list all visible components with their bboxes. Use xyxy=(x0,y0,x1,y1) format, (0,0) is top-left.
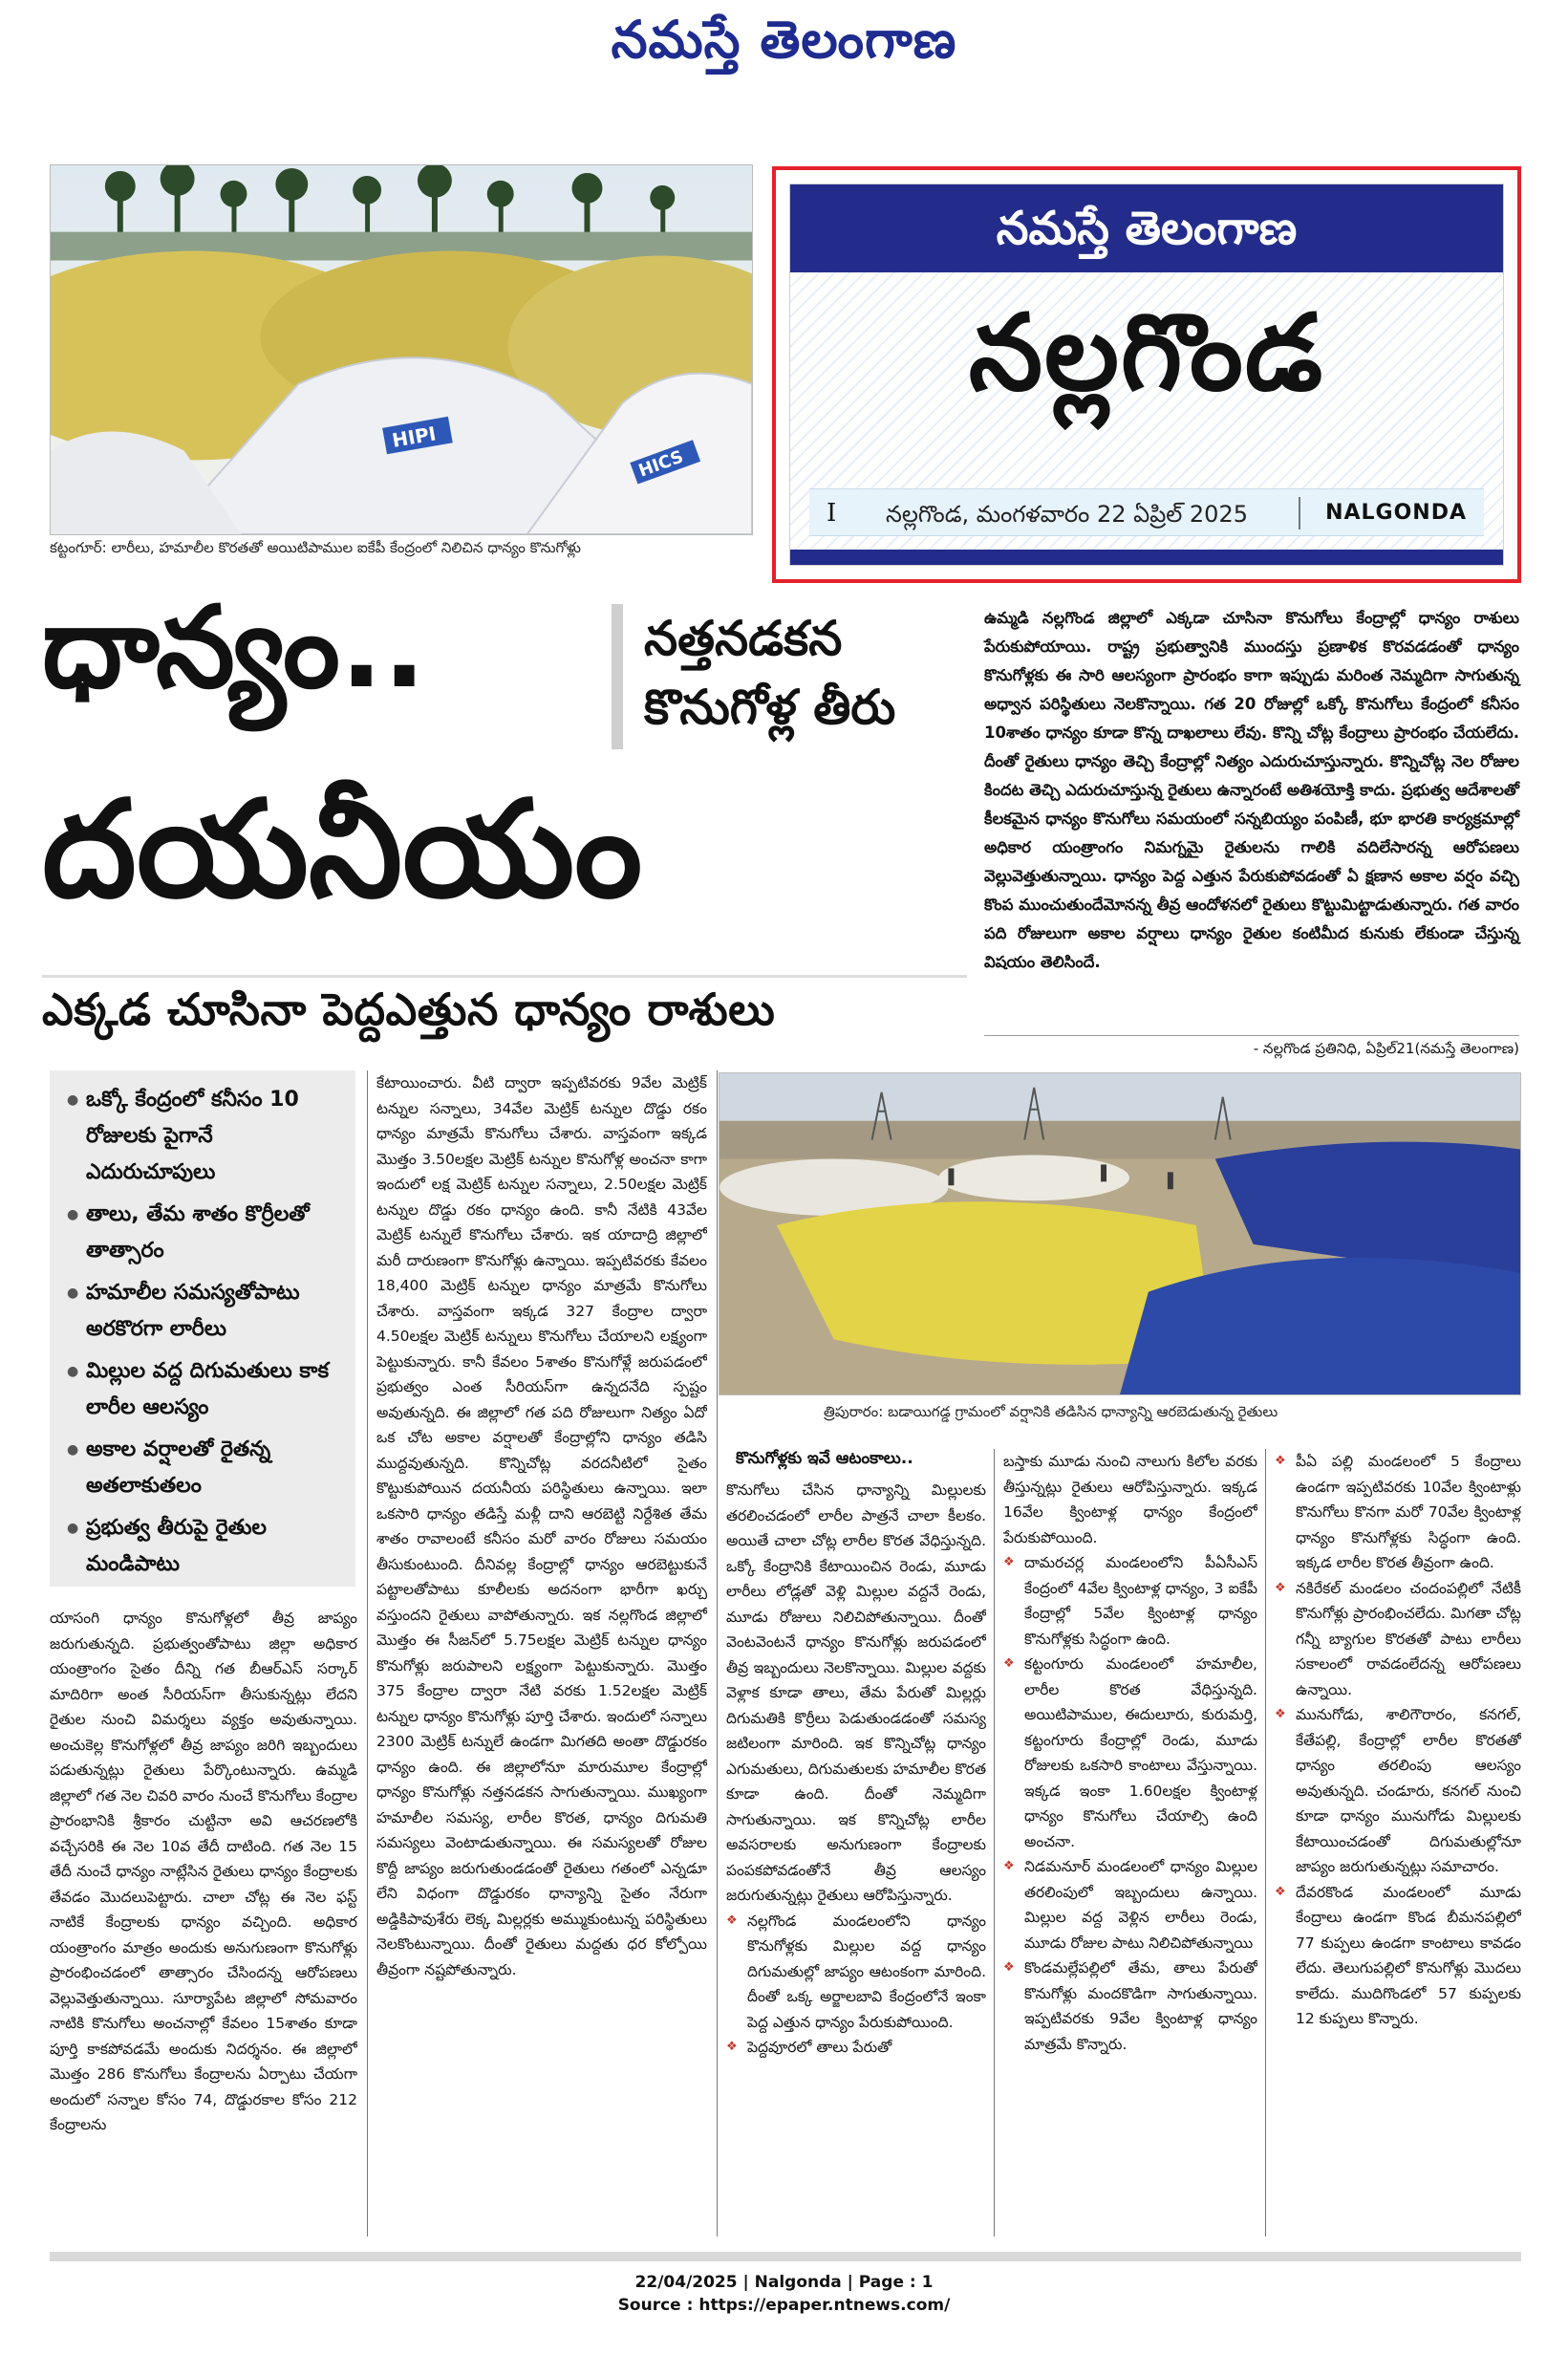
bullet-paragraph: ❖ దేవరకొండ మండలంలో మూడు కేంద్రాలు ఉండగా కొండ బీమనపల్లిలో 77 కుప్పలు ఉండగా కాంటాలు కావడం లేదు. తెలుగుపల్లిలో కొనుగోళ్లు మొదలు కాలేదు. ముదిగొండలో 57 కుప్పలకు 12 కుప్పలు కొన్నారు. xyxy=(1275,1880,1521,2032)
body-column-4 xyxy=(1003,1449,1257,2236)
intro-divider xyxy=(984,1035,1519,1036)
intro-credit: - నల్లగొండ ప్రతినిధి, ఏప్రిల్21(నమస్తే తెలంగాణ) xyxy=(1253,1040,1519,1057)
column-rule xyxy=(717,1070,718,2236)
bullet-paragraph: ❖ కొండమల్లేపల్లిలో తేమ, తాలు పేరుతో కొనుగోళ్లు మందకొడిగా సాగుతున్నాయి. ఇప్పటివరకు 9వేల క్వింటాళ్ల ధాన్యం మాత్రమే కొన్నారు. xyxy=(1003,1955,1257,2057)
grain-heaps-illustration xyxy=(51,165,752,534)
edition-date-line: నల్లగొండ, మంగళవారం 22 ఏప్రిల్ 2025 xyxy=(886,501,1248,528)
edition-city-telugu: నల్లగొండ xyxy=(968,292,1325,414)
edition-paper-name: నమస్తే తెలంగాణ xyxy=(790,184,1503,272)
bag-label-hics: HICS xyxy=(635,446,687,482)
edition-city-english: NALGONDA xyxy=(1325,501,1467,525)
strapline: ఎక్కడ చూసినా పెద్దఎత్తున ధాన్యం రాశులు xyxy=(42,975,967,1047)
bullet-paragraph: ❖ నిడమనూర్ మండలంలో ధాన్యం మిల్లుల తరలింపులో ఇబ్బందులు ఉన్నాయి. మిల్లుల వద్ద వెళ్లిన లారీలు రెండు, మూడు రోజుల పాటు నిలిచిపోతున్నాయి xyxy=(1003,1854,1257,1955)
bullet-paragraph: ❖ మునుగోడు, శాలిగౌరారం, కనగల్, కేతేపల్లి, కేంద్రాల్లో లారీల కొరతతో ధాన్యం తరలింపు ఆలస్యం అవుతున్నది. చండూరు, కనగల్ నుంచి కూడా ధాన్యం మునుగోడు మిల్లులకు కేటాయించడంతో దిగుమతుల్లోనూ జాప్యం జరుగుతున్నట్లు సమాచారం. xyxy=(1275,1702,1521,1880)
edition-banner-inner xyxy=(789,184,1504,566)
photo2-caption: త్రిపురారం: బడాయిగడ్డ గ్రామంలో వర్షానికి తడిసిన ధాన్యాన్ని ఆరబెడుతున్న రైతులు xyxy=(824,1403,1278,1420)
bottom-band xyxy=(50,2252,1521,2261)
edition-bottom-bar xyxy=(790,550,1503,565)
bag-label-hipi: HIPI xyxy=(390,422,439,452)
highlight-item: ● ప్రభుత్వ తీరుపై రైతుల మండిపాటు xyxy=(71,1510,346,1583)
edition-date-strip xyxy=(809,488,1484,536)
footer-page-info: 22/04/2025 | Nalgonda | Page : 1 xyxy=(634,2273,934,2292)
body-column-4-text: బస్తాకు మూడు నుంచి నాలుగు కిలోల వరకు తీస్తున్నట్లు రైతులు ఆరోపిస్తున్నారు. ఇక్కడ 16వేల క్వింటాళ్ల ధాన్యం కేంద్రంలో పేరుకుపోయింది. xyxy=(1003,1453,1257,1546)
headline-line2: దయనీయం xyxy=(42,772,643,928)
photo-farmers-drying-grain xyxy=(719,1072,1521,1395)
intro-text: ఉమ్మడి నల్లగొండ జిల్లాలో ఎక్కడా చూసినా కొనుగోలు కేంద్రాల్లో ధాన్యం రాశులు పేరుకుపోయాయి. రాష్ట్ర ప్రభుత్వానికి ముందస్తు ప్రణాళిక కొరవడడంతో ధాన్యం కొనుగోళ్లకు ఈ సారి ఆలస్యంగా ప్రారంభం కాగా ఇప్పుడు మరింత నెమ్మదిగా సాగుతున్న అధ్వాన పరిస్థితులు నెలకొన్నాయి. గత 20 రోజుల్లో ఒక్కో కొనుగోలు కేంద్రంలో కనీసం 10శాతం ధాన్యం కూడా కొన్న దాఖలాలు లేవు. కొన్ని చోట్ల కేంద్రాలు ప్రారంభం చేయలేదు. దీంతో రైతులు ధాన్యం తెచ్చి కేంద్రాల్లో నిత్యం ఎదురుచూస్తున్నారు. కొన్నిచోట్ల నెల రోజుల కిందట తెచ్చి ఎదురుచూస్తున్న రైతులు ఉన్నారంటే అతిశయోక్తి కాదు. ప్రభుత్వ ఆదేశాలతో కీలకమైన ధాన్యం కొనుగోలు సమయంలో సన్నబియ్యం పంపిణీ, భూ భారతి కార్యక్రమాల్లో అధికార యంత్రాంగం నిమగ్నమై రైతులను గాలికి వదిలేసారన్న ఆరోపణలు వెల్లువెత్తుతున్నాయి. ధాన్యం పెద్ద ఎత్తున పేరుకుపోవడంతో ఏ క్షణాన అకాల వర్షం వచ్చి కొంప ముంచుతుందేమోనన్న తీవ్ర ఆందోళనలో రైతులు కొట్టుమిట్టాడుతున్నారు. గత వారం పది రోజులుగా అకాల వర్షాలు ధాన్యం రైతుల కంటిమీద కునుకు లేకుండా చేస్తున్న విషయం తెలిసిందే. xyxy=(984,609,1519,971)
bullet-paragraph: ❖ దామరచర్ల మండలంలోని పీఏసీఎస్ కేంద్రంలో 4వేల క్వింటాళ్ల ధాన్యం, 3 ఐకేపీ కేంద్రాల్లో 5వేల క్వింటాళ్ల ధాన్యం కొనుగోళ్లకు సిద్ధంగా ఉంది. xyxy=(1003,1550,1257,1652)
headline-line1: ధాన్యం.. xyxy=(42,581,426,713)
edition-volume: I xyxy=(827,499,837,528)
body-column-1-text: యాసంగి ధాన్యం కొనుగోళ్లలో తీవ్ర జాప్యం జరుగుతున్నది. ప్రభుత్వంతోపాటు జిల్లా అధికార యంత్రాంగం సైతం దీన్ని గత బీఆర్ఎస్ సర్కార్ మాదిరిగా అంత సీరియస్‌గా తీసుకున్నట్లు లేదని రైతుల నుంచి విమర్శలు వ్యక్తం అవుతున్నాయి. అంచుకెల్ల కొనుగోళ్లలో తీవ్ర జాప్యం జరిగి ఇబ్బందులు పడుతున్నట్లు రైతులు పేర్కొంటున్నారు. ఉమ్మడి జిల్లాలో గత నెల చివరి వారం నుంచే కొనుగోలు కేంద్రాల ప్రారంభానికి శ్రీకారం చుట్టినా అవి ఆచరణలోకి వచ్చేసరికి ఈ నెల 10వ తేదీ దాటింది. గత నెల 15 తేదీ నుంచే ధాన్యం నాట్లేసిన రైతులు ధాన్యం కేంద్రాలకు తేవడం మొదలుపెట్టారు. చాలా చోట్ల ఈ నెల ఫస్ట్ నాటికే కేంద్రాలకు ధాన్యం వచ్చింది. అధికార యంత్రాంగం మాత్రం అందుకు అనుగుణంగా కొనుగోళ్లు ప్రారంభించడంలో తాత్సారం చేసిందన్న ఆరోపణలు వెల్లువెత్తుతున్నాయి. సూర్యాపేట జిల్లాలో సోమవారం నాటికి కొనుగోలు అంచనాల్లో కేవలం 15శాతం కూడా పూర్తి కాకపోవడమే అందుకు నిదర్శనం. ఈ జిల్లాలో మొత్తం 286 కొనుగోలు కేంద్రాలను ఏర్పాటు చేయగా అందులో సన్నాల కోసం 74, దొడ్డురకాల కోసం 212 కేంద్రాలను xyxy=(50,1610,357,2133)
subheadline-line1: నత్తనడకన xyxy=(644,611,843,666)
bullet-paragraph: ❖ పీఏ పల్లి మండలంలో 5 కేంద్రాలు ఉండగా ఇప్పటివరకు 10వేల క్వింటాళ్లు కొనుగోలు కొనగా మరో 70వేల క్వింటాళ్ల ధాన్యం కొనుగోళ్లకు సిద్ధంగా ఉంది. ఇక్కడ లారీల కొరత తీవ్రంగా ఉంది. xyxy=(1275,1449,1521,1576)
bullet-paragraph: ❖ నల్లగొండ మండలంలోని ధాన్యం కొనుగోళ్లకు మిల్లుల వద్ద ధాన్యం దిగుమతుల్లో జాప్యం ఆటంకంగా మారింది. దీంతో ఒక్క అర్జాలబావి కేంద్రంలోనే ఇంకా పెద్ద ఎత్తున ధాన్యం పేరుకుపోయింది. xyxy=(726,1909,986,2036)
masthead-logo: నమస్తే తెలంగాణ xyxy=(611,10,957,70)
body-column-3 xyxy=(726,1478,986,2236)
drying-grain-illustration xyxy=(720,1073,1520,1394)
bullet-paragraph: ❖ నకిరేకల్ మండలం చందంపల్లిలో నేటికీ కొనుగోళ్లు ప్రారంభించలేదు. మిగతా చోట్ల గన్నీ బ్యాగుల కొరతతో పాటు లారీలు సకాలంలో రావడంలేదన్న ఆరోపణలు ఉన్నాయి. xyxy=(1275,1576,1521,1703)
footer-source-link[interactable]: Source : https://epaper.ntnews.com/ xyxy=(617,2296,951,2315)
column-rule xyxy=(994,1449,995,2236)
body-column-3-text: కొనుగోలు చేసిన ధాన్యాన్ని మిల్లులకు తరలించడంలో లారీల పాత్రనే చాలా కీలకం. అయితే చాలా చోట్ల లారీల కొరత వేధిస్తున్నది. ఒక్కో కేంద్రానికి కేటాయించిన రెండు, మూడు లారీలు లోడ్లతో వెళ్లి మిల్లుల వద్దనే రెండు, మూడు రోజులు నిలిచిపోతున్నాయి. దీంతో వెంటవెంటనే ధాన్యం కొనుగోళ్లు జరుపడంలో తీవ్ర ఇబ్బందులు నెలకొన్నాయి. మిల్లుల వద్దకు వెళ్లాక కూడా తాలు, తేమ పేరుతో మిల్లర్లు దిగుమతికి కొర్రీలు పెడుతుండడంతో సమస్య జటిలంగా మారింది. ఇక కొన్నిచోట్ల ధాన్యం ఎగుమతులు, దిగుమతులకు హమాలీల కొరత కూడా ఉంది. దీంతో నెమ్మదిగా సాగుతున్నాయి. ఇక కొన్నిచోట్ల లారీల అవసరాలకు అనుగుణంగా కేంద్రాలకు పంపకపోవడంతోనే తీవ్ర ఆలస్యం జరుగుతున్నట్లు రైతులు ఆరోపిస్తున్నారు. xyxy=(726,1481,986,1904)
body-column-5 xyxy=(1275,1449,1521,2236)
body-column-2 xyxy=(376,1070,707,2236)
subheadline xyxy=(612,604,967,749)
highlight-item: ● హమాలీల సమస్యతోపాటు అరకొరగా లారీలు xyxy=(71,1275,346,1348)
edition-separator xyxy=(1299,497,1300,529)
column-rule xyxy=(367,1070,368,2236)
body-column-1 xyxy=(50,1606,357,2236)
photo-grain-heaps xyxy=(50,164,753,535)
bullet-paragraph: ❖ పెద్దవూరలో తాలు పేరుతో xyxy=(726,2035,986,2061)
highlights-box xyxy=(50,1070,355,1587)
subheadline-line2: కొనుగోళ్ల తీరు xyxy=(644,680,896,735)
intro-paragraph xyxy=(984,604,1519,977)
section-title-obstacles: కొనుగోళ్లకు ఇవే ఆటంకాలు.. xyxy=(736,1449,913,1468)
bullet-paragraph: ❖ కట్టంగూరు మండలంలో హమాలీల, లారీల కొరత వేధిస్తున్నది. అయిటిపాముల, ఈదులూరు, కురుమర్తి, కట్టంగూరు కేంద్రాల్లో రెండు, మూడు రోజులకు ఒకసారి కాంటాలు వేస్తున్నాయి. ఇక్కడ ఇంకా 1.60లక్షల క్వింటాళ్ల ధాన్యం కొనుగోలు చేయాల్సి ఉంది అంచనా. xyxy=(1003,1652,1257,1854)
photo1-caption: కట్టంగూర్: లారీలు, హమాలీల కొరతతో అయిటిపాముల ఐకేపీ కేంద్రంలో నిలిచిన ధాన్యం కొనుగోళ్లు xyxy=(50,539,581,556)
body-column-2-text: కేటాయించారు. వీటి ద్వారా ఇప్పటివరకు 9వేల మెట్రిక్ టన్నుల సన్నాలు, 34వేల మెట్రిక్ టన్నుల దొడ్డు రకం ధాన్యం మాత్రమే కొనుగోలు చేశారు. వాస్తవంగా ఇక్కడ మొత్తం 3.50లక్షల మెట్రిక్ టన్నుల కొనుగోళ్ల అంచనా కాగా ఇందులో లక్ష మెట్రిక్ టన్నుల సన్నాలు, 2.50లక్షల మెట్రిక్ టన్నుల దొడ్డు రకం ధాన్యం ఉంది. కానీ నేటికి 43వేల మెట్రిక్ టన్నులే కొనుగోలు చేశారు. ఇక యాదాద్రి జిల్లాలో మరీ దారుణంగా కొనుగోళ్లు ఉన్నాయి. ఇప్పటివరకు కేవలం 18,400 మెట్రిక్ టన్నుల ధాన్యం మాత్రమే కొనుగోలు చేశారు. వాస్తవంగా ఇక్కడ 327 కేంద్రాల ద్వారా 4.50లక్షల మెట్రిక్ టన్నులు కొనుగోలు చేయాలని లక్ష్యంగా పెట్టుకున్నారు. కానీ కేవలం 5శాతం కొనుగోళ్లే జరుపడంలో ప్రభుత్వం ఎంత సీరియస్‌గా ఉన్నదనేది స్పష్టం అవుతున్నది. ఈ జిల్లాలో గత పది రోజులుగా నిత్యం ఏదో ఒక చోట అకాల వర్షాలతో కేంద్రాల్లోని ధాన్యం తడిసి ముద్దవుతున్నది. కొన్నిచోట్ల వరదనీటిలో సైతం కొట్టుకుపోయిన దయనీయ పరిస్థితులు ఉన్నాయి. ఇలా ఒకసారి ధాన్యం తడిస్తే మళ్లీ దాని ఆరబెట్టి నిర్దేశిత తేమ శాతం రావాలంటే కనీసం మరో వారం రోజులు సమయం తీసుకుంటుంది. దీనివల్ల కేంద్రాల్లో ధాన్యం ఆరబెట్టుకునే పట్టాలతోపాటు కూలీలకు అదనంగా భారీగా ఖర్చు వస్తుందని రైతులు వాపోతున్నారు. ఇక నల్లగొండ జిల్లాలో మొత్తం ఈ సీజన్‌లో 5.75లక్షల మెట్రిక్ టన్నుల ధాన్యం కొనుగోళ్లు జరుపాలని లక్ష్యంగా పెట్టుకున్నారు. మొత్తం 375 కేంద్రాల ద్వారా నేటి వరకు 1.52లక్షల మెట్రిక్ టన్నుల ధాన్యం కొనుగోళ్లు పూర్తి చేశారు. ఇందులో సన్నాలు 2300 మెట్రిక్ టన్నులే ఉండగా మిగతది అంతా దొడ్డురకం ధాన్యం ఉంది. ఈ జిల్లాలోనూ మారుమూల కేంద్రాల్లో ధాన్యం కొనుగోళ్లు నత్తనడకన సాగుతున్నాయి. ముఖ్యంగా హమాలీల సమస్య, లారీల కొరత, ధాన్యం దిగుమతి సమస్యలు వెంటాడుతున్నాయి. ఈ సమస్యలతో రోజుల కొద్దీ జాప్యం జరుగుతుండడంతో రైతులు గతంలో ఎన్నడూ లేని విధంగా దొడ్డురకం ధాన్యాన్ని సైతం నేరుగా అడ్డికిపావుశేరు లెక్క మిల్లర్లకు అమ్ముకుంటున్న పరిస్థితులు నెలకొంటున్నాయి. దీంతో రైతులు మద్దతు ధర కోల్పోయి తీవ్రంగా నష్టపోతున్నారు. xyxy=(376,1074,707,1978)
highlight-item: ● ఒక్కో కేంద్రంలో కనీసం 10 రోజులకు పైగానే ఎదురుచూపులు xyxy=(71,1082,346,1191)
column-rule xyxy=(1265,1449,1266,2236)
edition-banner xyxy=(772,166,1521,583)
highlight-item: ● మిల్లుల వద్ద దిగుమతులు కాక లారీల ఆలస్యం xyxy=(71,1353,346,1426)
highlight-item: ● తాలు, తేమ శాతం కొర్రీలతో తాత్సారం xyxy=(71,1197,346,1269)
highlight-item: ● అకాల వర్షాలతో రైతన్న అతలాకుతలం xyxy=(71,1432,346,1504)
